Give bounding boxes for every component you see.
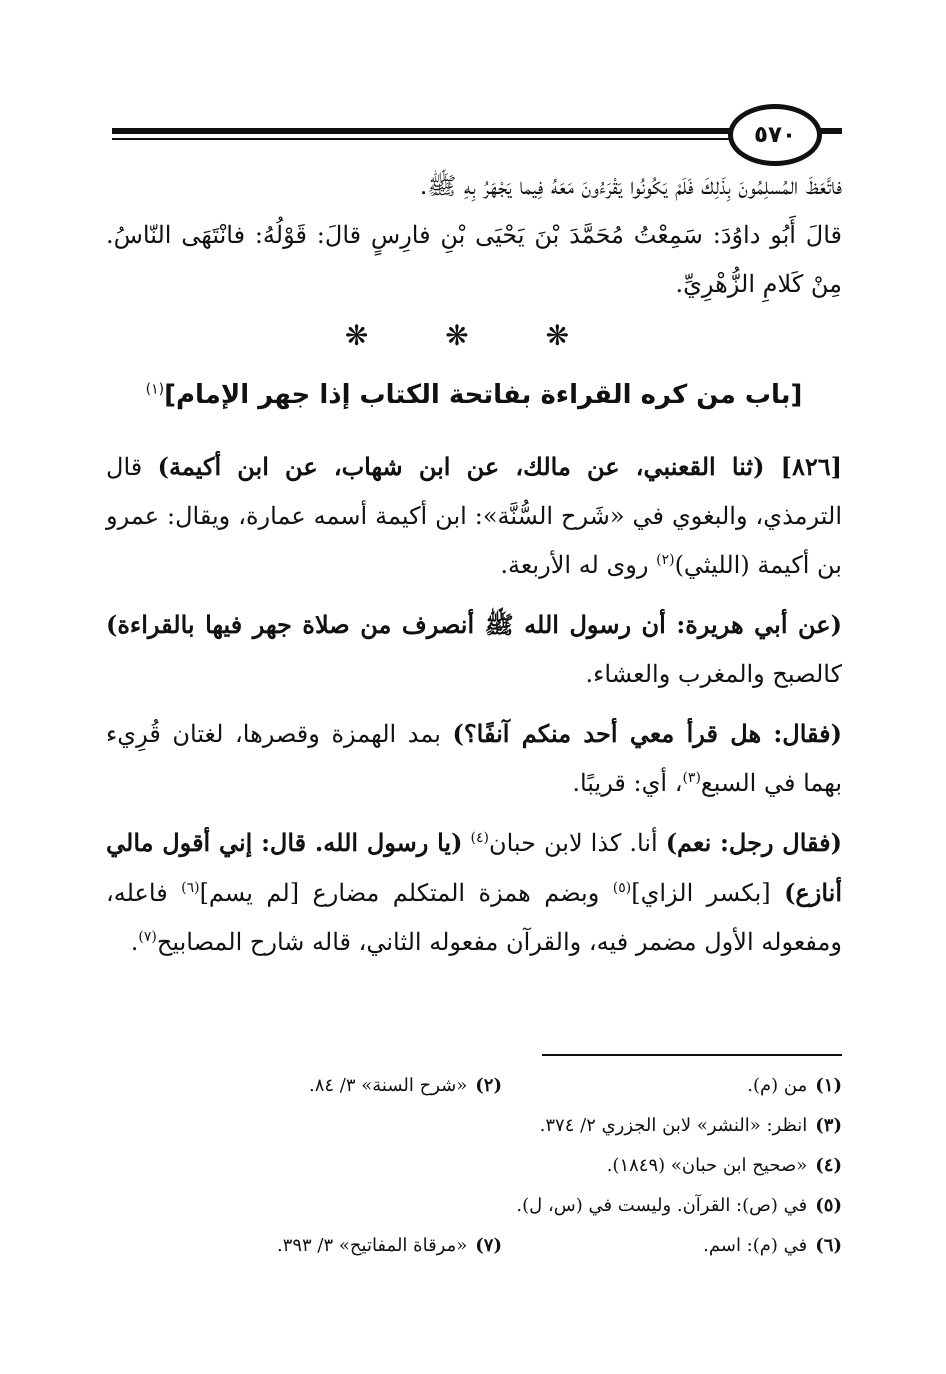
footnote-number: (٧) bbox=[475, 1235, 502, 1256]
footnote-ref: (٥) bbox=[612, 880, 632, 896]
header-rule-thick bbox=[112, 128, 732, 134]
footnote-number: (٤) bbox=[815, 1155, 842, 1176]
footnote bbox=[502, 1106, 842, 1146]
footnote-ref: (٢) bbox=[656, 552, 675, 568]
page-number: ٥٧٠ bbox=[753, 122, 797, 148]
page-header bbox=[112, 100, 842, 160]
text-line: قالَ أَبُو داوُدَ: سَمِعْتُ مُحَمَّدَ بْنَ يَحْيَى بْنِ فارِسٍ قالَ: قَوْلُهُ: فانْتَهَى النّاسُ. مِنْ كَلامِ الزُّهْرِيِّ. bbox=[106, 221, 842, 298]
paragraph bbox=[106, 442, 842, 590]
footnote bbox=[502, 1186, 842, 1226]
footnote-text: انظر: «النشر» لابن الجزري ٢/ ٣٧٤. bbox=[539, 1115, 808, 1136]
commentary-text: [بكسر الزاي] bbox=[631, 879, 785, 907]
footnote-row bbox=[106, 1066, 842, 1106]
section-divider: ❋ ❋ ❋ bbox=[344, 319, 604, 352]
footnote-number: (٥) bbox=[815, 1195, 842, 1216]
footnote-text: «شرح السنة» ٣/ ٨٤. bbox=[308, 1075, 468, 1096]
page-body bbox=[106, 162, 842, 977]
footnote-text: من (م). bbox=[747, 1075, 808, 1096]
footnote-ref: (٤) bbox=[470, 830, 489, 846]
paragraph bbox=[106, 709, 842, 808]
footnote-text: في (م): اسم. bbox=[703, 1235, 808, 1256]
footnote-text: في (ص): القرآن. وليست في (س، ل). bbox=[516, 1195, 808, 1216]
footnote bbox=[502, 1226, 842, 1266]
footnote-ref: (٧) bbox=[138, 929, 157, 945]
footnote-number: (٦) bbox=[815, 1235, 842, 1256]
commentary-text: . bbox=[130, 928, 139, 956]
footnote-ref: (٦) bbox=[181, 880, 200, 896]
commentary-text: أنا. كذا لابن حبان bbox=[488, 829, 666, 857]
chapter-heading bbox=[106, 370, 842, 420]
hadith-text: (عن أبي هريرة: أن رسول الله ﷺ أنصرف من صلاة جهر فيها بالقراءة) bbox=[106, 610, 842, 639]
text-line: فاتَّعَظَ المُسلِمُونَ بِذَلِكَ فَلَمْ يَكُونُوا يَقْرَءُونَ مَعَهُ فِيما يَجْهَرُ بِهِ ﷺ. bbox=[419, 172, 842, 200]
hadith-text: (فقال رجل: نعم) bbox=[665, 828, 842, 857]
commentary-text: بمد الهمزة وقصرها، لغتان قُرِيء بهما في السبع bbox=[106, 720, 842, 797]
footnote-row bbox=[106, 1186, 842, 1226]
footnote-text: «مرقاة المفاتيح» ٣/ ٣٩٣. bbox=[276, 1235, 468, 1256]
footnote-separator bbox=[542, 1054, 842, 1056]
footnote-number: (١) bbox=[815, 1075, 842, 1096]
footnotes bbox=[106, 1066, 842, 1266]
commentary-text: كالصبح والمغرب والعشاء. bbox=[585, 660, 842, 688]
header-rule-thin bbox=[112, 138, 732, 140]
footnote-ref: (٣) bbox=[682, 770, 701, 786]
hadith-text: (يا رسول الله. قال: إني أقول مالي أنازع) bbox=[106, 828, 842, 907]
hadith-text: (فقال: هل قرأ معي أحد منكم آنفًا؟) bbox=[452, 719, 843, 748]
hadith-text: [٨٢٦] (ثنا القعنبي، عن مالك، عن ابن شهاب، عن ابن أكيمة) bbox=[157, 452, 842, 481]
commentary-text: روى له الأربعة. bbox=[500, 551, 657, 579]
paragraph bbox=[106, 818, 842, 967]
footnote-text: «صحيح ابن حبان» (١٨٤٩). bbox=[606, 1155, 808, 1176]
footnote-row bbox=[106, 1146, 842, 1186]
commentary-text: فاعله، ومفعوله الأول مضمر فيه، والقرآن مفعوله الثاني، قاله شارح المصابيح bbox=[106, 879, 842, 956]
footnote-ref: (١) bbox=[145, 381, 165, 398]
footnote-row bbox=[106, 1226, 842, 1266]
page-number-badge bbox=[728, 104, 822, 166]
footnote bbox=[162, 1066, 502, 1106]
footnote-row bbox=[106, 1106, 842, 1146]
footnote bbox=[162, 1226, 502, 1266]
commentary-text: وبضم همزة المتكلم مضارع [لم يسم] bbox=[199, 879, 613, 907]
footnote bbox=[502, 1066, 842, 1106]
footnote-number: (٣) bbox=[815, 1115, 842, 1136]
footnote-number: (٢) bbox=[475, 1075, 502, 1096]
commentary-text: قال الترمذي، والبغوي في «شَرح السُّنَّة»: ابن أكيمة أسمه عمارة، ويقال: عمرو بن أكيمة (الليثي) bbox=[106, 453, 842, 579]
paragraph bbox=[106, 600, 842, 699]
commentary-text: ، أي: قريبًا. bbox=[572, 769, 683, 797]
chapter-title: [باب من كره القراءة بفاتحة الكتاب إذا جهر الإمام] bbox=[164, 380, 803, 410]
footnote bbox=[502, 1146, 842, 1186]
